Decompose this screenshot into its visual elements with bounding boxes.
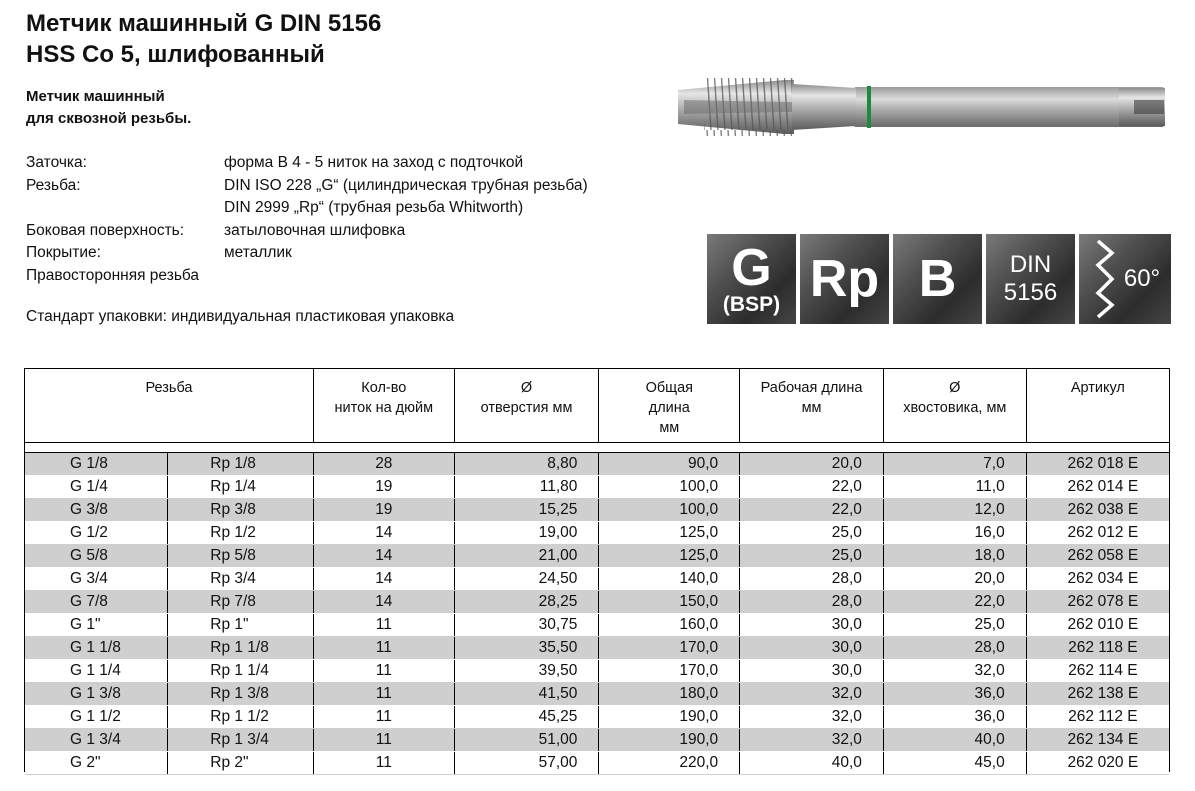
cell-article: 262 010 E xyxy=(1026,613,1169,636)
cell-thread-g: G 7/8 xyxy=(25,590,168,613)
cell-thread-g: G 1 3/8 xyxy=(25,682,168,705)
feature-badges xyxy=(707,234,1171,324)
product-title xyxy=(26,8,381,70)
table-row xyxy=(25,521,1169,544)
cell-tpi: 14 xyxy=(313,567,454,590)
cell-thread-rp: Rp 3/8 xyxy=(168,498,314,521)
badge-din-line2: 5156 xyxy=(1003,279,1058,306)
title-line-2: HSS Co 5, шлифованный xyxy=(26,41,325,68)
cell-working-length: 32,0 xyxy=(740,705,884,728)
cell-article: 262 134 E xyxy=(1026,728,1169,751)
cell-tpi: 11 xyxy=(313,636,454,659)
cell-shank-diameter: 7,0 xyxy=(883,452,1026,475)
cell-working-length: 25,0 xyxy=(740,521,884,544)
product-table xyxy=(24,368,1170,772)
cell-total-length: 170,0 xyxy=(599,659,740,682)
cell-total-length: 170,0 xyxy=(599,636,740,659)
spec-row xyxy=(26,242,588,265)
table-row xyxy=(25,682,1169,705)
cell-thread-g: G 1/8 xyxy=(25,452,168,475)
table-row xyxy=(25,705,1169,728)
spec-row xyxy=(26,175,588,198)
cell-article: 262 038 E xyxy=(1026,498,1169,521)
col-header-shank-diameter: Ø хвостовика, мм xyxy=(883,369,1026,442)
col-header-hole-diameter: Ø отверстия мм xyxy=(454,369,599,442)
table-row xyxy=(25,475,1169,498)
badge-rp-label: Rp xyxy=(809,250,880,308)
cell-article: 262 014 E xyxy=(1026,475,1169,498)
cell-total-length: 125,0 xyxy=(599,544,740,567)
spec-table xyxy=(25,369,1169,775)
cell-hole-diameter: 39,50 xyxy=(454,659,599,682)
title-line-1: Метчик машинный G DIN 5156 xyxy=(26,10,382,37)
cell-thread-rp: Rp 1 1/2 xyxy=(168,705,314,728)
tap-tool-image xyxy=(664,70,1176,142)
cell-tpi: 14 xyxy=(313,590,454,613)
cell-thread-g: G 1 1/4 xyxy=(25,659,168,682)
table-row xyxy=(25,728,1169,751)
cell-tpi: 11 xyxy=(313,751,454,774)
cell-hole-diameter: 8,80 xyxy=(454,452,599,475)
badge-b xyxy=(893,234,982,324)
cell-tpi: 14 xyxy=(313,544,454,567)
cell-total-length: 90,0 xyxy=(599,452,740,475)
col-header-article: Артикул xyxy=(1026,369,1169,442)
spec-value: металлик xyxy=(224,244,292,261)
spec-row xyxy=(26,220,588,243)
table-row xyxy=(25,636,1169,659)
cell-thread-g: G 3/8 xyxy=(25,498,168,521)
cell-shank-diameter: 20,0 xyxy=(883,567,1026,590)
badge-g-bsp xyxy=(707,234,796,324)
cell-total-length: 100,0 xyxy=(599,475,740,498)
badge-rp xyxy=(800,234,889,324)
table-row xyxy=(25,751,1169,774)
subtitle-line-2: для сквозной резьбы. xyxy=(26,110,192,127)
cell-hole-diameter: 51,00 xyxy=(454,728,599,751)
table-row xyxy=(25,613,1169,636)
cell-tpi: 11 xyxy=(313,682,454,705)
cell-article: 262 012 E xyxy=(1026,521,1169,544)
spec-list xyxy=(26,152,588,287)
cell-hole-diameter: 57,00 xyxy=(454,751,599,774)
cell-thread-rp: Rp 2" xyxy=(168,751,314,774)
col-header-working-length: Рабочая длина мм xyxy=(740,369,884,442)
table-row xyxy=(25,659,1169,682)
cell-thread-rp: Rp 1/8 xyxy=(168,452,314,475)
badge-b-label: B xyxy=(918,250,957,308)
cell-thread-g: G 1 1/2 xyxy=(25,705,168,728)
cell-thread-g: G 1" xyxy=(25,613,168,636)
cell-working-length: 28,0 xyxy=(740,590,884,613)
cell-shank-diameter: 36,0 xyxy=(883,705,1026,728)
cell-shank-diameter: 16,0 xyxy=(883,521,1026,544)
cell-thread-rp: Rp 1 3/8 xyxy=(168,682,314,705)
badge-bsp-label: (BSP) xyxy=(722,293,781,316)
cell-article: 262 138 E xyxy=(1026,682,1169,705)
cell-article: 262 018 E xyxy=(1026,452,1169,475)
cell-shank-diameter: 40,0 xyxy=(883,728,1026,751)
table-header-row xyxy=(25,369,1169,442)
cell-article: 262 078 E xyxy=(1026,590,1169,613)
cell-tpi: 14 xyxy=(313,521,454,544)
cell-working-length: 32,0 xyxy=(740,682,884,705)
cell-working-length: 22,0 xyxy=(740,475,884,498)
cell-shank-diameter: 28,0 xyxy=(883,636,1026,659)
cell-shank-diameter: 45,0 xyxy=(883,751,1026,774)
cell-total-length: 180,0 xyxy=(599,682,740,705)
badge-angle-label: 60° xyxy=(1123,265,1161,292)
cell-thread-rp: Rp 1 3/4 xyxy=(168,728,314,751)
badge-din-line1: DIN xyxy=(1009,251,1052,278)
spec-row xyxy=(26,265,588,288)
cell-thread-g: G 1/4 xyxy=(25,475,168,498)
cell-thread-g: G 5/8 xyxy=(25,544,168,567)
cell-total-length: 100,0 xyxy=(599,498,740,521)
cell-working-length: 30,0 xyxy=(740,613,884,636)
cell-hole-diameter: 41,50 xyxy=(454,682,599,705)
cell-thread-g: G 1 3/4 xyxy=(25,728,168,751)
cell-thread-rp: Rp 3/4 xyxy=(168,567,314,590)
spec-label: Покрытие: xyxy=(26,244,101,261)
cell-working-length: 28,0 xyxy=(740,567,884,590)
badge-angle xyxy=(1079,234,1171,324)
cell-thread-rp: Rp 7/8 xyxy=(168,590,314,613)
cell-tpi: 11 xyxy=(313,728,454,751)
cell-working-length: 20,0 xyxy=(740,452,884,475)
cell-article: 262 118 E xyxy=(1026,636,1169,659)
cell-article: 262 020 E xyxy=(1026,751,1169,774)
spec-value: форма B 4 - 5 ниток на заход с подточкой xyxy=(224,154,524,171)
cell-working-length: 25,0 xyxy=(740,544,884,567)
cell-thread-rp: Rp 1/4 xyxy=(168,475,314,498)
subtitle-line-1: Метчик машинный xyxy=(26,88,165,105)
cell-thread-rp: Rp 5/8 xyxy=(168,544,314,567)
cell-article: 262 058 E xyxy=(1026,544,1169,567)
cell-hole-diameter: 19,00 xyxy=(454,521,599,544)
cell-hole-diameter: 45,25 xyxy=(454,705,599,728)
cell-total-length: 140,0 xyxy=(599,567,740,590)
cell-thread-rp: Rp 1/2 xyxy=(168,521,314,544)
cell-shank-diameter: 18,0 xyxy=(883,544,1026,567)
table-row xyxy=(25,498,1169,521)
cell-hole-diameter: 11,80 xyxy=(454,475,599,498)
badge-din xyxy=(986,234,1075,324)
spec-row xyxy=(26,197,588,220)
cell-shank-diameter: 22,0 xyxy=(883,590,1026,613)
cell-shank-diameter: 12,0 xyxy=(883,498,1026,521)
cell-hole-diameter: 24,50 xyxy=(454,567,599,590)
cell-tpi: 28 xyxy=(313,452,454,475)
cell-shank-diameter: 11,0 xyxy=(883,475,1026,498)
cell-tpi: 11 xyxy=(313,613,454,636)
cell-working-length: 30,0 xyxy=(740,659,884,682)
spec-label: Заточка: xyxy=(26,154,87,171)
table-row xyxy=(25,452,1169,475)
badge-g-label: G xyxy=(731,239,772,297)
packaging-note: Стандарт упаковки: индивидуальная пластиковая упаковка xyxy=(26,308,455,325)
cell-shank-diameter: 32,0 xyxy=(883,659,1026,682)
cell-tpi: 19 xyxy=(313,475,454,498)
spec-value: DIN ISO 228 „G“ (цилиндрическая трубная резьба) xyxy=(224,176,588,194)
cell-tpi: 11 xyxy=(313,659,454,682)
spec-value: DIN 2999 „Rp“ (трубная резьба Whitworth) xyxy=(224,199,524,216)
cell-shank-diameter: 36,0 xyxy=(883,682,1026,705)
product-subtitle xyxy=(26,86,191,130)
cell-article: 262 034 E xyxy=(1026,567,1169,590)
cell-total-length: 125,0 xyxy=(599,521,740,544)
cell-thread-g: G 1/2 xyxy=(25,521,168,544)
spec-label: Боковая поверхность: xyxy=(26,221,185,239)
cell-thread-g: G 1 1/8 xyxy=(25,636,168,659)
col-header-thread: Резьба xyxy=(25,369,313,442)
cell-total-length: 150,0 xyxy=(599,590,740,613)
cell-hole-diameter: 30,75 xyxy=(454,613,599,636)
cell-tpi: 11 xyxy=(313,705,454,728)
cell-hole-diameter: 35,50 xyxy=(454,636,599,659)
cell-working-length: 22,0 xyxy=(740,498,884,521)
cell-hole-diameter: 28,25 xyxy=(454,590,599,613)
cell-working-length: 30,0 xyxy=(740,636,884,659)
table-row xyxy=(25,590,1169,613)
spec-row xyxy=(26,152,588,175)
cell-thread-g: G 3/4 xyxy=(25,567,168,590)
cell-hole-diameter: 21,00 xyxy=(454,544,599,567)
col-header-tpi: Кол-во ниток на дюйм xyxy=(313,369,454,442)
cell-total-length: 220,0 xyxy=(599,751,740,774)
cell-thread-rp: Rp 1" xyxy=(168,613,314,636)
cell-thread-rp: Rp 1 1/8 xyxy=(168,636,314,659)
cell-shank-diameter: 25,0 xyxy=(883,613,1026,636)
col-header-total-length: Общая длина мм xyxy=(599,369,740,442)
cell-hole-diameter: 15,25 xyxy=(454,498,599,521)
table-body xyxy=(25,442,1169,774)
cell-tpi: 19 xyxy=(313,498,454,521)
cell-total-length: 190,0 xyxy=(599,728,740,751)
table-row xyxy=(25,567,1169,590)
cell-total-length: 160,0 xyxy=(599,613,740,636)
spec-label xyxy=(26,197,224,220)
cell-article: 262 112 E xyxy=(1026,705,1169,728)
table-row xyxy=(25,544,1169,567)
cell-total-length: 190,0 xyxy=(599,705,740,728)
spec-label: Правосторонняя резьба xyxy=(26,266,200,284)
cell-working-length: 40,0 xyxy=(740,751,884,774)
thread-profile-icon xyxy=(1090,239,1118,319)
cell-thread-rp: Rp 1 1/4 xyxy=(168,659,314,682)
cell-working-length: 32,0 xyxy=(740,728,884,751)
spec-label: Резьба: xyxy=(26,176,81,194)
cell-thread-g: G 2" xyxy=(25,751,168,774)
spec-value: затыловочная шлифовка xyxy=(224,221,406,239)
cell-article: 262 114 E xyxy=(1026,659,1169,682)
